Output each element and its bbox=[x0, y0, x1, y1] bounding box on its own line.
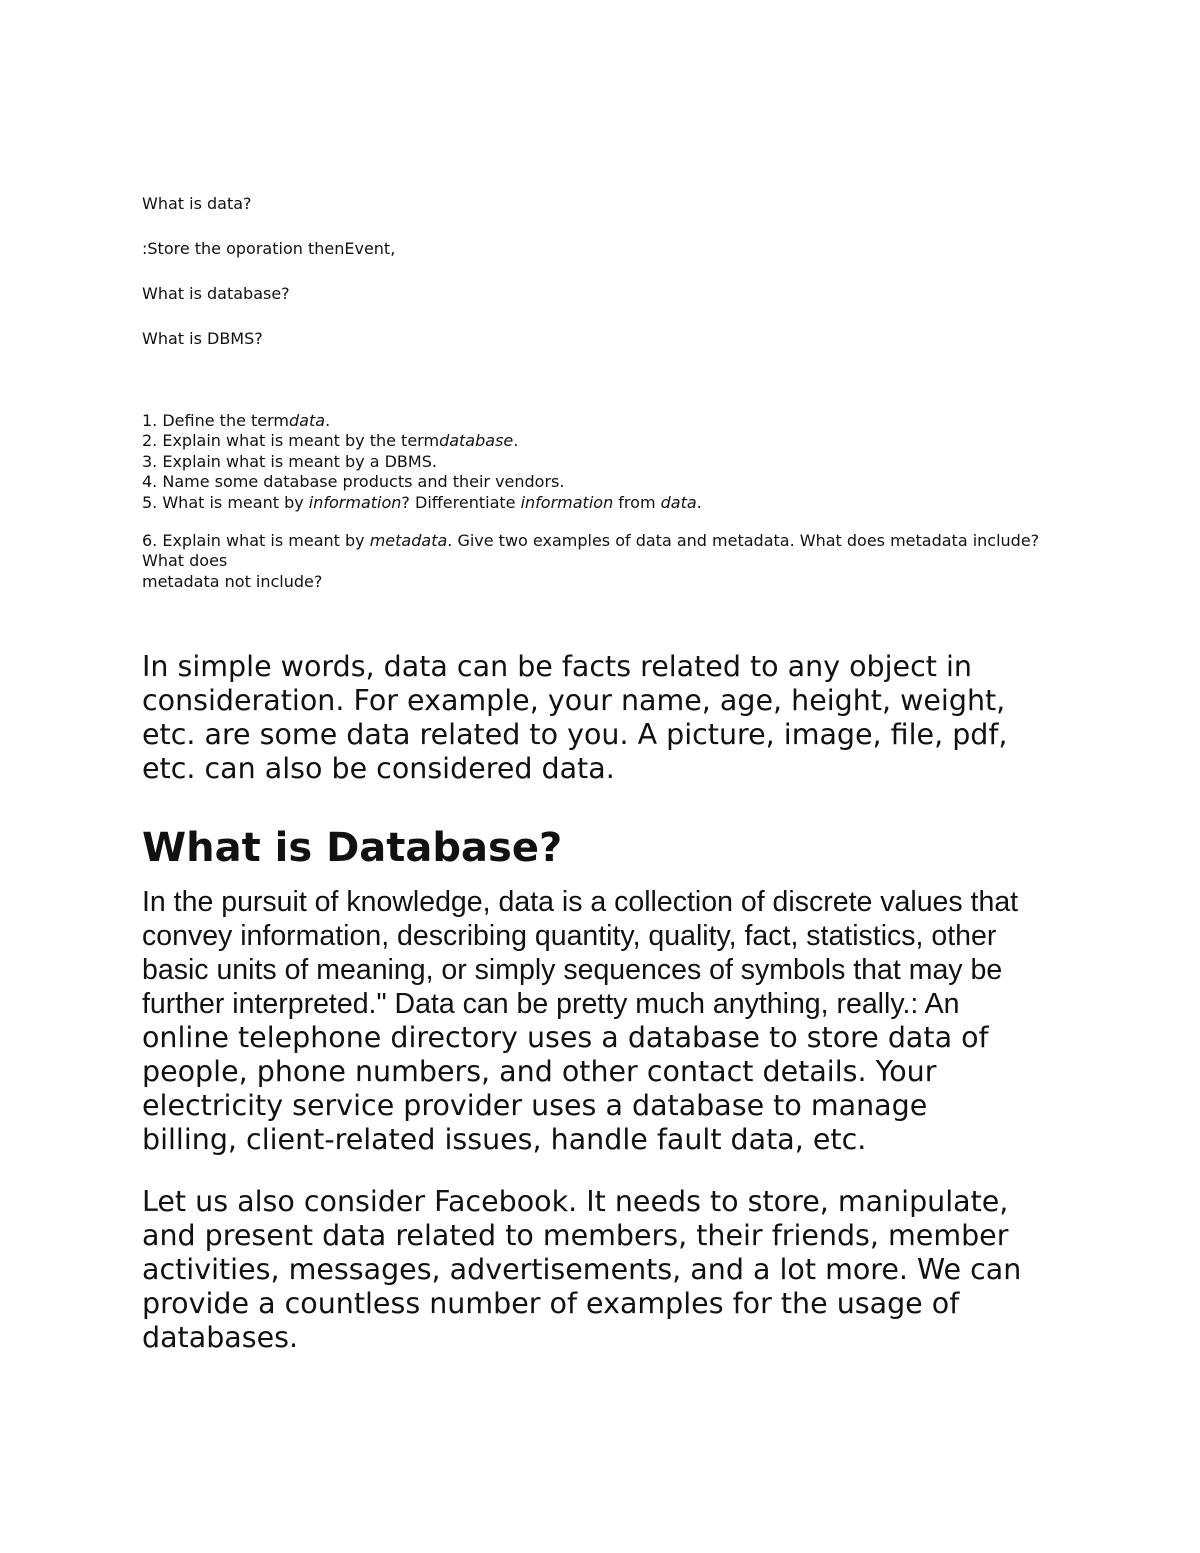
list-item: 4. Name some database products and their vendors. bbox=[142, 472, 565, 492]
list-item: 3. Explain what is meant by a DBMS. bbox=[142, 451, 437, 471]
paragraph-line: convey information, describing quantity, quality, fact, statistics, other bbox=[142, 920, 997, 952]
list-item bbox=[142, 531, 1062, 592]
list-item-italic: data bbox=[660, 492, 697, 512]
facebook-paragraph bbox=[142, 1185, 1062, 1355]
paragraph-line: In simple words, data can be facts related to any object in bbox=[142, 650, 972, 683]
list-item-text: ? Differentiate bbox=[401, 492, 521, 512]
question-what-is-dbms: What is DBMS? bbox=[142, 329, 263, 348]
list-item bbox=[142, 493, 1062, 513]
list-item-italic: data bbox=[289, 411, 326, 430]
list-item-text: . bbox=[325, 411, 331, 430]
intro-paragraph bbox=[142, 650, 1062, 786]
paragraph-line: In the pursuit of knowledge, data is a collection of discrete values that bbox=[142, 886, 1019, 918]
paragraph-line: billing, client-related issues, handle fault data, etc. bbox=[142, 1123, 867, 1156]
list-item-text: 1. Define the term bbox=[142, 411, 290, 430]
paragraph-line: people, phone numbers, and other contact details. Your bbox=[142, 1055, 937, 1088]
list-item-italic: information bbox=[520, 492, 614, 512]
list-item-italic: information bbox=[308, 492, 402, 512]
paragraph-line: electricity service provider uses a database to manage bbox=[142, 1089, 928, 1122]
list-item bbox=[142, 411, 1062, 431]
paragraph-line: basic units of meaning, or simply sequences of symbols that may be bbox=[142, 954, 1003, 986]
paragraph-line: Let us also consider Facebook. It needs to store, manipulate, bbox=[142, 1185, 1009, 1218]
paragraph-line: etc. are some data related to you. A picture, image, file, pdf, bbox=[142, 718, 1008, 751]
question-what-is-database: What is database? bbox=[142, 284, 290, 303]
paragraph-line: and present data related to members, their friends, member bbox=[142, 1219, 1009, 1252]
exercise-list bbox=[142, 411, 1062, 592]
paragraph-line: online telephone directory uses a database to store data of bbox=[142, 1021, 989, 1054]
list-item-text: 5. What is meant by bbox=[142, 492, 309, 512]
paragraph-line: etc. can also be considered data. bbox=[142, 752, 615, 785]
paragraph-line: consideration. For example, your name, age, height, weight, bbox=[142, 684, 1006, 717]
answer-line: :Store the oporation thenEvent, bbox=[142, 239, 396, 258]
list-item-text: 2. Explain what is meant by the term bbox=[142, 431, 440, 451]
database-paragraph-part1 bbox=[142, 885, 1062, 1021]
list-item-italic: database bbox=[439, 431, 514, 451]
paragraph-line: provide a countless number of examples for the usage of bbox=[142, 1287, 960, 1320]
paragraph-line: databases. bbox=[142, 1321, 299, 1354]
list-item-italic: metadata bbox=[369, 531, 448, 551]
list-item bbox=[142, 431, 1062, 451]
section-heading: What is Database? bbox=[142, 825, 563, 871]
list-item-text: . Give two examples of data and metadata. What does metadata include? What does bbox=[142, 531, 1040, 571]
database-paragraph-part2 bbox=[142, 1021, 1062, 1157]
list-item-text: . bbox=[513, 431, 519, 451]
list-item-text: from bbox=[613, 492, 661, 512]
paragraph-line: activities, messages, advertisements, and a lot more. We can bbox=[142, 1253, 1022, 1286]
list-item-text: metadata not include? bbox=[142, 571, 323, 591]
question-what-is-data: What is data? bbox=[142, 194, 252, 213]
list-item-text: 6. Explain what is meant by bbox=[142, 531, 370, 551]
paragraph-line: further interpreted." Data can be pretty much anything, really.: An bbox=[142, 988, 960, 1020]
list-item-text: . bbox=[696, 492, 702, 512]
